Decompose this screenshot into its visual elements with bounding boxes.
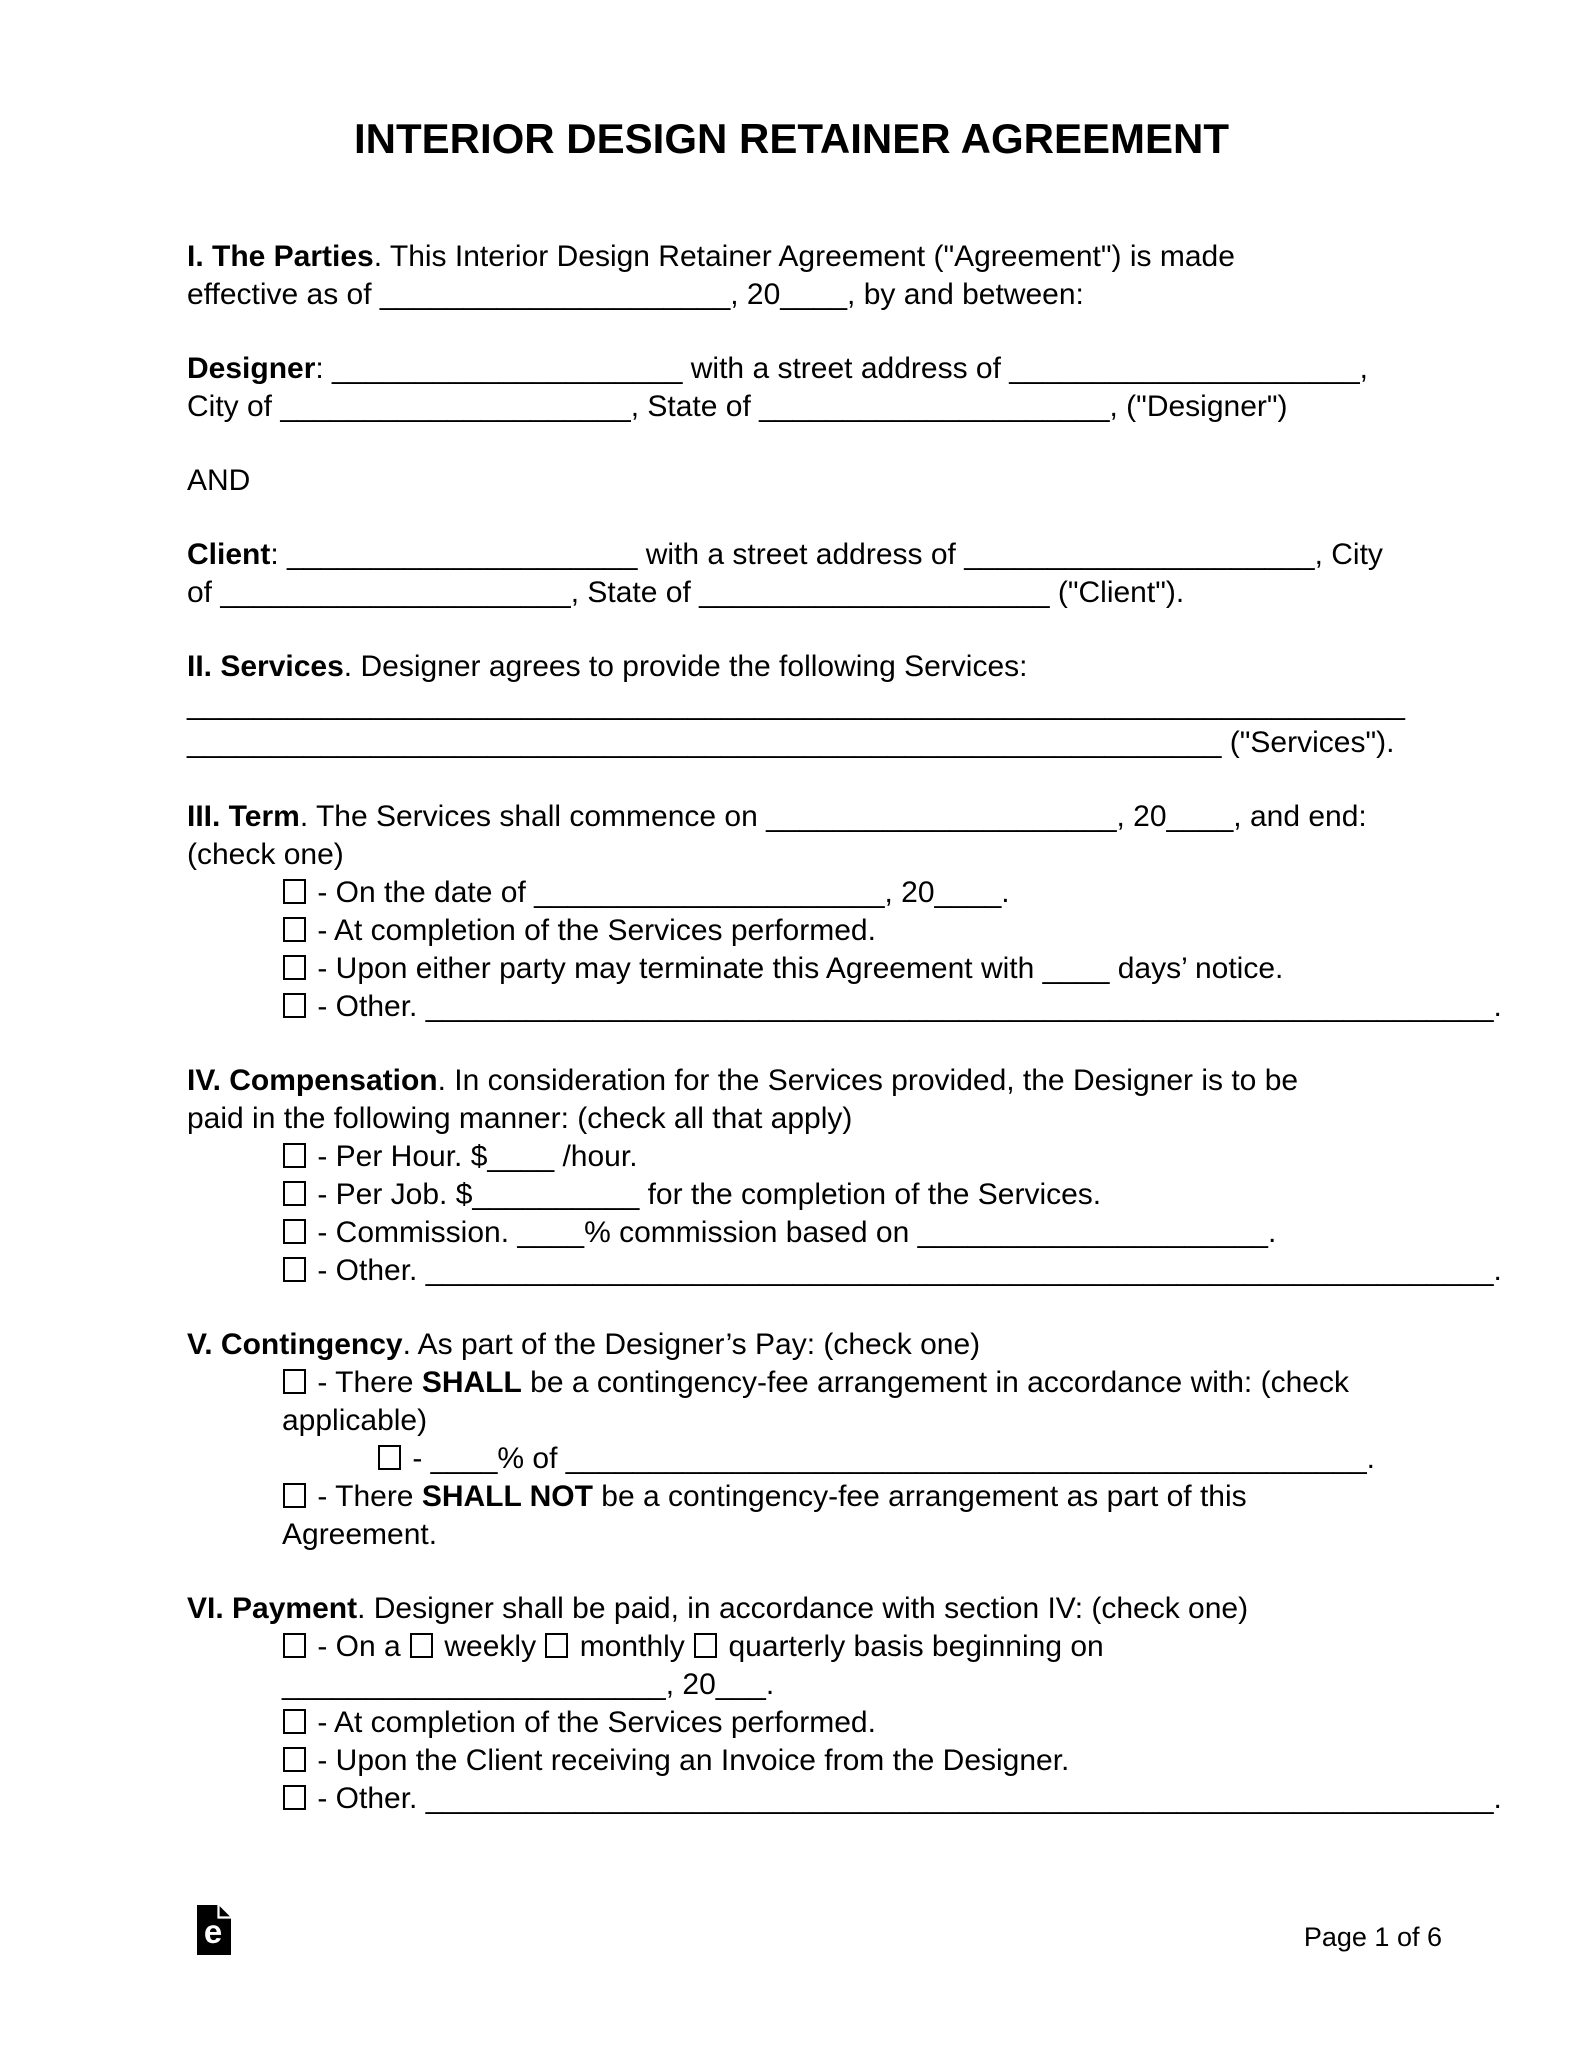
checkbox[interactable] [283,955,306,980]
text-run: . Designer shall be paid, in accordance with section IV: (check one) [357,1592,1249,1625]
section-contingency [187,1326,1502,1554]
text-run: . The Services shall commence on _____________________, 20____, and end: [299,800,1367,833]
page-number: Page 1 of 6 [1303,1922,1442,1952]
text-run: _________________________________________________________________________ [187,688,1405,721]
text-run: Agreement. [282,1518,438,1551]
doc-line [187,1478,1502,1516]
doc-line [187,1704,1502,1742]
doc-line [187,388,1502,426]
checkbox[interactable] [283,1181,306,1206]
text-run: quarterly basis beginning on [720,1630,1104,1663]
doc-line [187,1590,1502,1628]
text-run: - Upon the Client receiving an Invoice from the Designer. [309,1744,1070,1777]
doc-line [187,1252,1502,1290]
text-run: - Per Job. $__________ for the completion of the Services. [309,1178,1102,1211]
text-run: applicable) [282,1404,428,1437]
text-run-bold: II. Services [187,650,344,683]
section-designer [187,350,1502,426]
text-run: - Upon either party may terminate this Agreement with ____ days’ notice. [309,952,1284,985]
doc-line [187,686,1502,724]
doc-line [187,648,1502,686]
document-title: INTERIOR DESIGN RETAINER AGREEMENT [353,115,1230,162]
text-run: - Other. ________________________________________________________________. [309,1782,1502,1815]
doc-line [187,1176,1502,1214]
text-run: : _____________________ with a street address of _____________________, [315,352,1368,385]
text-run-bold: Designer [187,352,316,385]
doc-line [187,536,1502,574]
text-run: be a contingency-fee arrangement as part of this [592,1480,1247,1513]
doc-line [187,462,1502,500]
document-body [187,238,1502,1854]
checkbox[interactable] [283,1747,306,1772]
text-run-bold: VI. Payment [187,1592,358,1625]
logo-letter: e [203,1913,223,1950]
checkbox[interactable] [545,1633,568,1658]
text-run: . This Interior Design Retainer Agreement ("Agreement") is made [373,240,1235,273]
doc-line [187,1214,1502,1252]
checkbox[interactable] [283,1369,306,1394]
doc-line [187,1742,1502,1780]
doc-line [187,874,1502,912]
doc-line [187,836,1502,874]
text-run: _______________________, 20___. [282,1668,775,1701]
text-run: : _____________________ with a street address of _____________________, City [270,538,1383,571]
section-services [187,648,1502,762]
doc-line [187,276,1502,314]
checkbox[interactable] [283,879,306,904]
eforms-logo [197,1905,231,1955]
text-run: . As part of the Designer’s Pay: (check one) [402,1328,981,1361]
text-run: of _____________________, State of _____________________ ("Client"). [187,576,1185,609]
checkbox[interactable] [283,1219,306,1244]
text-run: - Other. ________________________________________________________________. [309,1254,1502,1287]
doc-line [187,1516,1502,1554]
text-run: be a contingency-fee arrangement in accordance with: (check [521,1366,1349,1399]
text-run: - Commission. ____% commission based on _____________________. [309,1216,1277,1249]
text-run-bold: SHALL [421,1366,522,1399]
doc-line [187,1138,1502,1176]
checkbox[interactable] [410,1633,433,1658]
checkbox[interactable] [283,1633,306,1658]
text-run: effective as of _____________________, 20____, by and between: [187,278,1084,311]
doc-line [187,1062,1502,1100]
doc-line [187,1402,1502,1440]
text-run: (check one) [187,838,344,871]
doc-line [187,238,1502,276]
section-client [187,536,1502,612]
doc-line [187,724,1502,762]
text-run: - At completion of the Services performed. [309,914,876,947]
doc-line [187,1364,1502,1402]
doc-line [187,1666,1502,1704]
checkbox[interactable] [694,1633,717,1658]
text-run: - Per Hour. $____ /hour. [309,1140,638,1173]
doc-line [187,950,1502,988]
text-run: - ____% of ________________________________________________. [404,1442,1375,1475]
text-run-bold: III. Term [187,800,300,833]
section-compensation [187,1062,1502,1290]
text-run: AND [187,464,251,497]
checkbox[interactable] [283,1483,306,1508]
text-run: City of _____________________, State of _____________________, ("Designer") [187,390,1288,423]
text-run: - At completion of the Services performed. [309,1706,876,1739]
section-term [187,798,1502,1026]
text-run: monthly [571,1630,694,1663]
checkbox[interactable] [283,1143,306,1168]
checkbox[interactable] [378,1445,401,1470]
text-run: ______________________________________________________________ ("Services"). [187,726,1395,759]
text-run-bold: V. Contingency [187,1328,403,1361]
text-run-bold: Client [187,538,271,571]
text-run: weekly [436,1630,545,1663]
doc-line [187,1100,1502,1138]
text-run-bold: I. The Parties [187,240,374,273]
section-parties [187,238,1502,314]
checkbox[interactable] [283,917,306,942]
text-run: - Other. ________________________________________________________________. [309,990,1502,1023]
doc-line [187,350,1502,388]
text-run: - On a [309,1630,410,1663]
checkbox[interactable] [283,993,306,1018]
doc-line [187,1440,1502,1478]
text-run-bold: IV. Compensation [187,1064,438,1097]
doc-line [187,988,1502,1026]
checkbox[interactable] [283,1709,306,1734]
section-payment [187,1590,1502,1818]
doc-line [187,574,1502,612]
text-run: - On the date of _____________________, 20____. [309,876,1010,909]
section-and-separator [187,462,1502,500]
text-run: - There [309,1366,422,1399]
doc-line [187,912,1502,950]
doc-line [187,1628,1502,1666]
text-run: . In consideration for the Services provided, the Designer is to be [437,1064,1299,1097]
doc-line [187,798,1502,836]
checkbox[interactable] [283,1257,306,1282]
text-run: . Designer agrees to provide the following Services: [343,650,1028,683]
text-run-bold: SHALL NOT [421,1480,593,1513]
text-run: - There [309,1480,422,1513]
doc-line [187,1780,1502,1818]
folded-page-icon [197,1905,231,1955]
doc-line [187,1326,1502,1364]
text-run: paid in the following manner: (check all that apply) [187,1102,853,1135]
checkbox[interactable] [283,1785,306,1810]
